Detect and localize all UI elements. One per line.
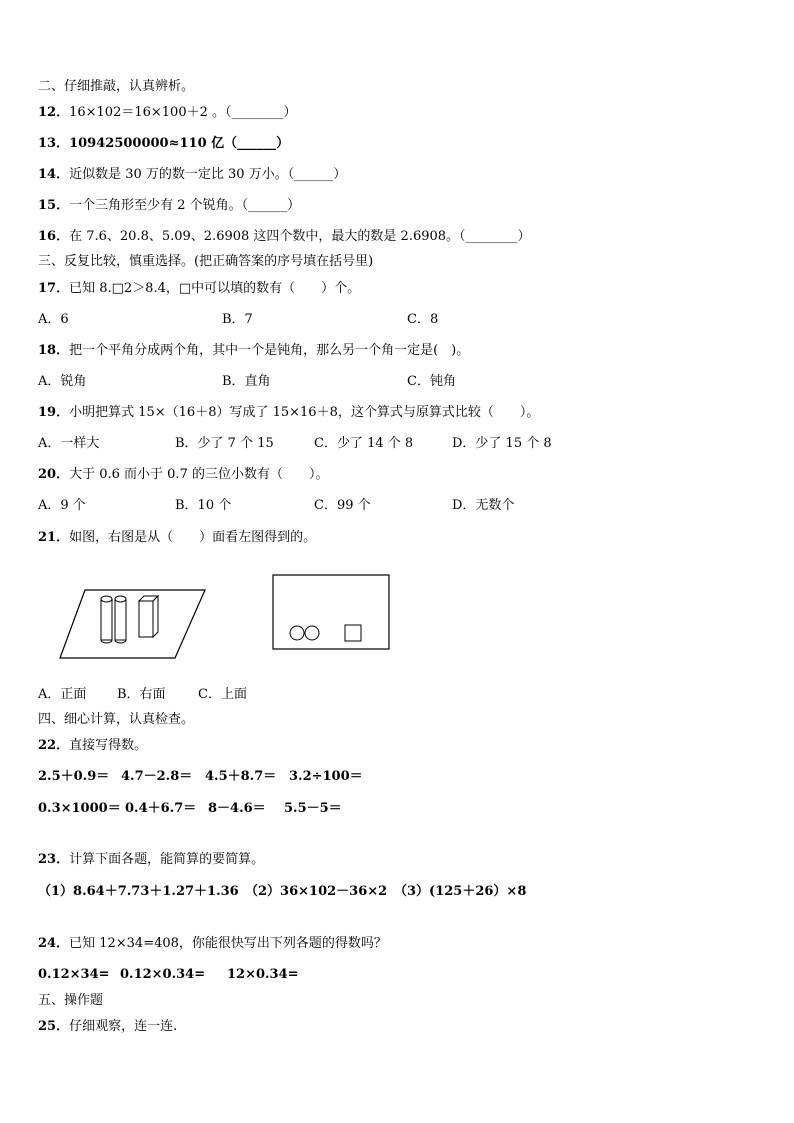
section-5-title: 五、操作题 [38, 993, 104, 1008]
question-14: 14．近似数是 30 万的数一定比 30 万小。（______） [38, 167, 347, 182]
cuboid-shape [139, 596, 158, 637]
q17-option-c: C．8 [407, 312, 439, 327]
q24-item-3: 12×0.34= [227, 967, 299, 982]
q23-item-2: （2）36×102－36×2 [245, 884, 388, 899]
q22-item: 2.5＋0.9＝ [38, 769, 110, 784]
q19-option-a: A．一样大 [38, 436, 100, 451]
q20-option-b: B．10 个 [175, 498, 232, 513]
q22-item: 5.5－5＝ [284, 801, 342, 816]
cylinder-shape-1 [101, 596, 112, 643]
question-15: 15．一个三角形至少有 2 个锐角。（______） [38, 198, 301, 213]
q20-option-c: C．99 个 [314, 498, 371, 513]
q18-option-b: B．直角 [222, 374, 271, 389]
question-23: 23．计算下面各题，能简算的要简算。 [38, 852, 265, 867]
q23-item-3: （3）(125＋26）×8 [394, 884, 527, 899]
question-12: 12．16×102＝16×100＋2 。（________） [38, 105, 297, 120]
q24-item-2: 0.12×0.34= [120, 967, 206, 982]
q23-item-1: （1）8.64＋7.73＋1.27＋1.36 [38, 884, 239, 899]
cylinder-shape-2 [115, 596, 126, 643]
question-16: 16．在 7.6、20.8、5.09、2.6908 这四个数中，最大的数是 2.6908。（________） [38, 229, 531, 244]
section-4-title: 四、细心计算，认真检查。 [38, 712, 195, 727]
q21-option-c: C．上面 [198, 687, 247, 702]
question-17: 17．已知 8.□2＞8.4，□中可以填的数有（ ）个。 [38, 281, 361, 296]
q20-option-d: D．无数个 [452, 498, 515, 513]
square-shape [345, 625, 361, 641]
question-18: 18．把一个平角分成两个角，其中一个是钝角，那么另一个角一定是( )。 [38, 343, 470, 358]
question-25: 25．仔细观察，连一连. [38, 1019, 178, 1034]
q21-option-a: A．正面 [38, 687, 87, 702]
q22-item: 4.5＋8.7＝ [205, 769, 277, 784]
q24-item-1: 0.12×34= [38, 967, 110, 982]
q18-option-c: C．钝角 [407, 374, 456, 389]
q17-option-b: B．7 [222, 312, 253, 327]
circle-shape-2 [305, 626, 319, 640]
q22-item: 3.2÷100＝ [289, 769, 363, 784]
question-24: 24．已知 12×34=408，你能很快写出下列各题的得数吗？ [38, 936, 387, 951]
view-figure-2d [272, 574, 392, 652]
q19-option-b: B．少了 7 个 15 [175, 436, 274, 451]
question-19: 19．小明把算式 15×（16＋8）写成了 15×16＋8，这个算式与原算式比较（ ）。 [38, 405, 540, 420]
q22-item: 8－4.6＝ [208, 801, 266, 816]
question-20: 20．大于 0.6 而小于 0.7 的三位小数有（ ）。 [38, 467, 329, 482]
q19-option-c: C．少了 14 个 8 [314, 436, 414, 451]
q19-option-d: D．少了 15 个 8 [452, 436, 552, 451]
q17-option-a: A．6 [38, 312, 69, 327]
q22-item: 0.4＋6.7＝ [125, 801, 197, 816]
q22-item: 4.7－2.8＝ [121, 769, 193, 784]
q21-option-b: B．右面 [117, 687, 166, 702]
q22-item: 0.3×1000＝ [38, 801, 121, 816]
question-21: 21．如图，右图是从（ ）面看左图得到的。 [38, 530, 317, 545]
q18-option-a: A．锐角 [38, 374, 87, 389]
question-22: 22．直接写得数。 [38, 738, 148, 753]
q20-option-a: A．9 个 [38, 498, 86, 513]
section-3-title: 三、反复比较，慎重选择。(把正确答案的序号填在括号里) [38, 254, 374, 269]
circle-shape-1 [290, 626, 304, 640]
solid-figure-3d [55, 585, 210, 665]
section-2-title: 二、仔细推敲，认真辨析。 [38, 79, 195, 94]
question-13: 13．10942500000≈110 亿（______） [38, 136, 290, 151]
